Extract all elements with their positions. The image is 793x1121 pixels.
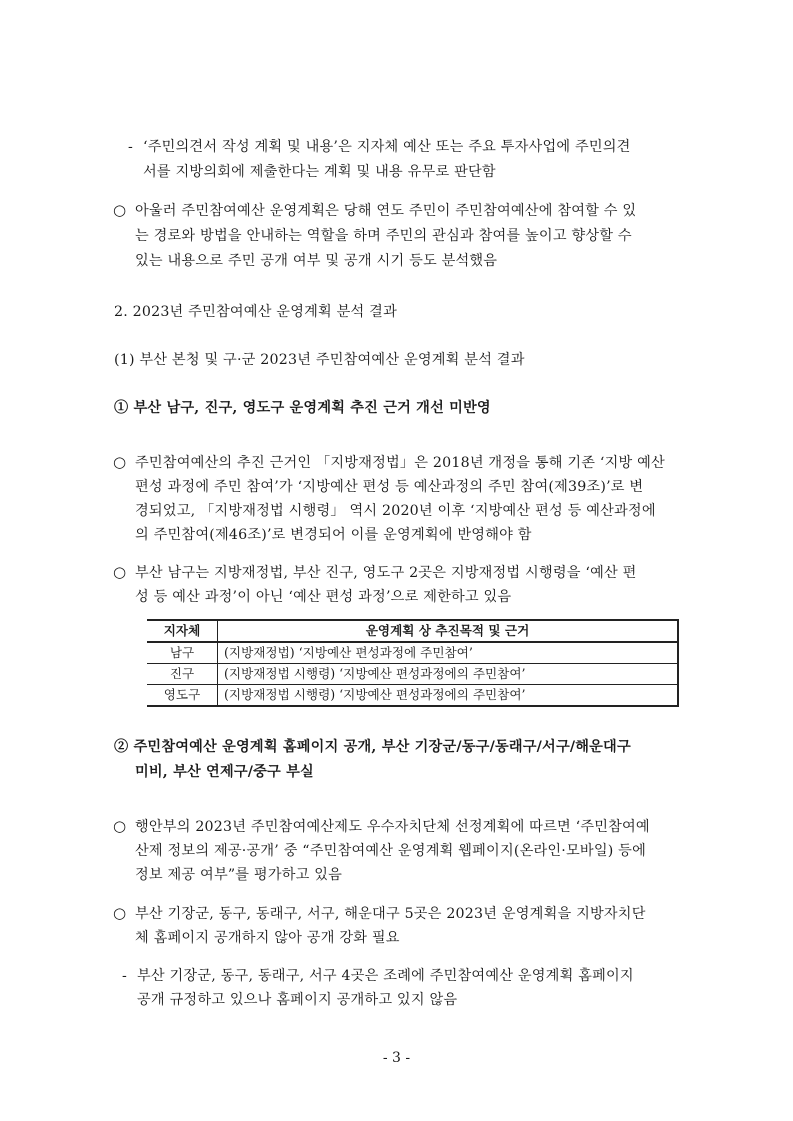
table-cell-basis: (지방재정법 시행령) ‘지방예산 편성과정에의 주민참여’ <box>218 664 679 685</box>
table-row <box>147 642 678 664</box>
table-cell-basis: (지방재정법 시행령) ‘지방예산 편성과정에의 주민참여’ <box>218 685 679 707</box>
text-line: 행안부의 2023년 주민참여예산제도 우수자치단체 선정계획에 따르면 ‘주민참여예 <box>135 819 650 835</box>
text-line: 는 경로와 방법을 안내하는 역할을 하며 주민의 관심과 참여를 높이고 향상할 수 <box>135 228 632 244</box>
table-cell-region: 영도구 <box>147 685 218 707</box>
text-line: 경되었고, 「지방재정법 시행령」 역시 2020년 이후 ‘지방예산 편성 등 예산과정에 <box>135 503 656 519</box>
circle-bullet-icon: ○ <box>113 817 127 835</box>
text-line: 성 등 예산 과정’이 아닌 ‘예산 편성 과정’으로 제한하고 있음 <box>135 589 512 605</box>
table-header-cell: 지자체 <box>147 620 218 642</box>
finding-heading: ② 주민참여예산 운영계획 홈페이지 공개, 부산 기장군/동구/동래구/서구/해운대구 <box>114 739 631 755</box>
page-number: - 3 - <box>382 1050 411 1066</box>
circle-bullet-icon: ○ <box>113 563 127 581</box>
finding-heading: ① 부산 남구, 진구, 영도구 운영계획 추진 근거 개선 미반영 <box>114 400 491 416</box>
table-cell-region: 진구 <box>147 664 218 685</box>
text-line: 체 홈페이지 공개하지 않아 공개 강화 필요 <box>135 930 400 946</box>
text-line: 부산 남구는 지방재정법, 부산 진구, 영도구 2곳은 지방재정법 시행령을 ‘예산 편 <box>135 565 637 581</box>
circle-bullet-icon: ○ <box>113 453 127 471</box>
text-line: 아울러 주민참여예산 운영계획은 당해 연도 주민이 주민참여예산에 참여할 수 있 <box>135 203 637 219</box>
text-line: 편성 과정에 주민 참여’가 ‘지방예산 편성 등 예산과정의 주민 참여(제39조)’로 변 <box>135 479 644 495</box>
text-line: 정보 제공 여부”를 평가하고 있음 <box>135 867 343 883</box>
subsection-heading: (1) 부산 본청 및 구·군 2023년 주민참여예산 운영계획 분석 결과 <box>114 352 525 368</box>
text-line: 부산 기장군, 동구, 동래구, 서구, 해운대구 5곳은 2023년 운영계획을 지방자치단 <box>135 906 646 922</box>
table-header-row <box>147 620 678 642</box>
text-line: 산제 정보의 제공·공개’ 중 “주민참여예산 운영계획 웹페이지(온라인·모바일) 등에 <box>135 843 646 859</box>
table-row <box>147 664 678 685</box>
circle-bullet-icon: ○ <box>113 904 127 922</box>
text-line: 주민참여예산의 추진 근거인 「지방재정법」은 2018년 개정을 통해 기존 ‘지방 예산 <box>135 455 665 471</box>
dash-marker: - <box>122 968 127 984</box>
text-line: 공개 규정하고 있으나 홈페이지 공개하고 있지 않음 <box>137 992 458 1008</box>
text-line: 서를 지방의회에 제출한다는 계획 및 내용 유무로 판단함 <box>143 164 496 180</box>
section-heading: 2. 2023년 주민참여예산 운영계획 분석 결과 <box>114 304 397 320</box>
basis-table <box>147 619 679 707</box>
table-row <box>147 685 678 707</box>
table-header-cell: 운영계획 상 추진목적 및 근거 <box>218 620 679 642</box>
finding-heading-cont: 미비, 부산 연제구/중구 부실 <box>135 764 314 780</box>
text-line: 있는 내용으로 주민 공개 여부 및 공개 시기 등도 분석했음 <box>135 253 498 269</box>
text-line: 의 주민참여(제46조)’로 변경되어 이를 운영계획에 반영해야 함 <box>135 527 532 543</box>
dash-marker: - <box>128 139 133 155</box>
circle-bullet-icon: ○ <box>113 201 127 219</box>
text-line: ‘주민의견서 작성 계획 및 내용’은 지자체 예산 또는 주요 투자사업에 주민의견 <box>143 139 631 155</box>
text-line: 부산 기장군, 동구, 동래구, 서구 4곳은 조례에 주민참여예산 운영계획 홈페이지 <box>137 968 634 984</box>
table-cell-region: 남구 <box>147 642 218 664</box>
table-cell-basis: (지방재정법) ‘지방예산 편성과정에 주민참여’ <box>218 642 679 664</box>
